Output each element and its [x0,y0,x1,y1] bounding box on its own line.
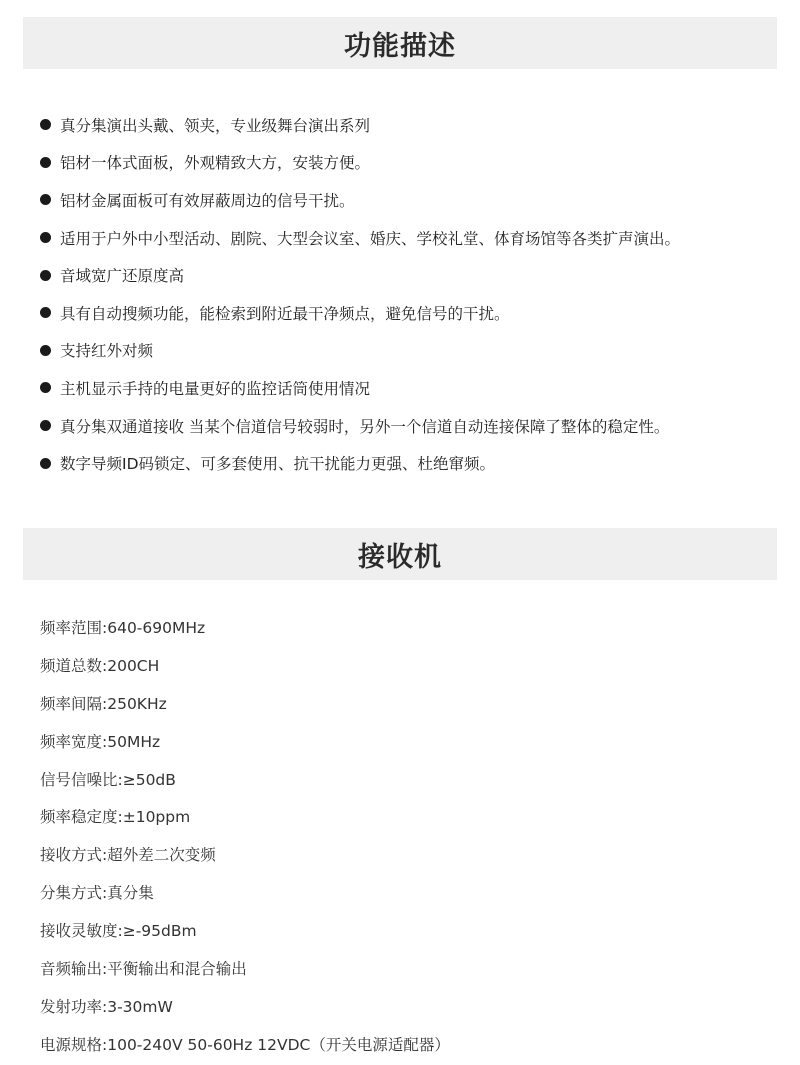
feature-item [40,256,680,294]
feature-text: 具有自动搜频功能，能检索到附近最干净频点，避免信号的干扰。 [60,304,510,323]
feature-item [40,444,680,482]
feature-text: 数字导频ID码锁定、可多套使用、抗干扰能力更强、杜绝窜频。 [60,455,496,474]
bullet-icon [40,420,51,431]
spec-power-supply: 电源规格:100-240V 50-60Hz 12VDC（开关电源适配器） [40,1035,450,1054]
spec-sensitivity: 接收灵敏度:≥-95dBm [40,922,197,941]
bullet-icon [40,458,51,469]
feature-text: 铝材金属面板可有效屏蔽周边的信号干扰。 [60,191,355,210]
feature-text: 支持红外对频 [60,342,154,361]
feature-item [40,219,680,257]
spec-frequency-interval: 频率间隔:250KHz [40,694,167,713]
feature-item [40,106,680,144]
spec-list [40,608,450,1063]
bullet-icon [40,307,51,318]
receiver-section-header [23,528,777,580]
feature-text: 主机显示手持的电量更好的监控话筒使用情况 [60,379,371,398]
feature-text: 真分集演出头戴、领夹，专业级舞台演出系列 [60,116,371,135]
bullet-icon [40,345,51,356]
spec-snr: 信号信噪比:≥50dB [40,770,176,789]
bullet-icon [40,270,51,281]
bullet-icon [40,119,51,130]
spec-audio-output: 音频输出:平衡输出和混合输出 [40,959,247,978]
feature-text: 铝材一体式面板，外观精致大方，安装方便。 [60,154,371,173]
spec-frequency-range: 频率范围:640-690MHz [40,618,206,637]
feature-item [40,181,680,219]
bullet-icon [40,382,51,393]
feature-item [40,369,680,407]
spec-frequency-width: 频率宽度:50MHz [40,732,161,751]
feature-list [40,106,680,482]
feature-item [40,407,680,445]
features-section-header [23,17,777,69]
spec-channel-count: 频道总数:200CH [40,656,160,675]
feature-text: 音域宽广还原度高 [60,267,185,286]
bullet-icon [40,232,51,243]
spec-transmit-power: 发射功率:3-30mW [40,997,173,1016]
spec-diversity-mode: 分集方式:真分集 [40,884,154,903]
bullet-icon [40,157,51,168]
features-section-title: 功能描述 [344,30,456,62]
feature-item [40,144,680,182]
spec-frequency-stability: 频率稳定度:±10ppm [40,808,191,827]
feature-text: 适用于户外中小型活动、剧院、大型会议室、婚庆、学校礼堂、体育场馆等各类扩声演出。 [60,229,681,248]
spec-reception-mode: 接收方式:超外差二次变频 [40,846,216,865]
receiver-section-title: 接收机 [358,541,442,573]
feature-item [40,332,680,370]
feature-item [40,294,680,332]
feature-text: 真分集双通道接收 当某个信道信号较弱时，另外一个信道自动连接保障了整体的稳定性。 [60,417,670,436]
bullet-icon [40,194,51,205]
